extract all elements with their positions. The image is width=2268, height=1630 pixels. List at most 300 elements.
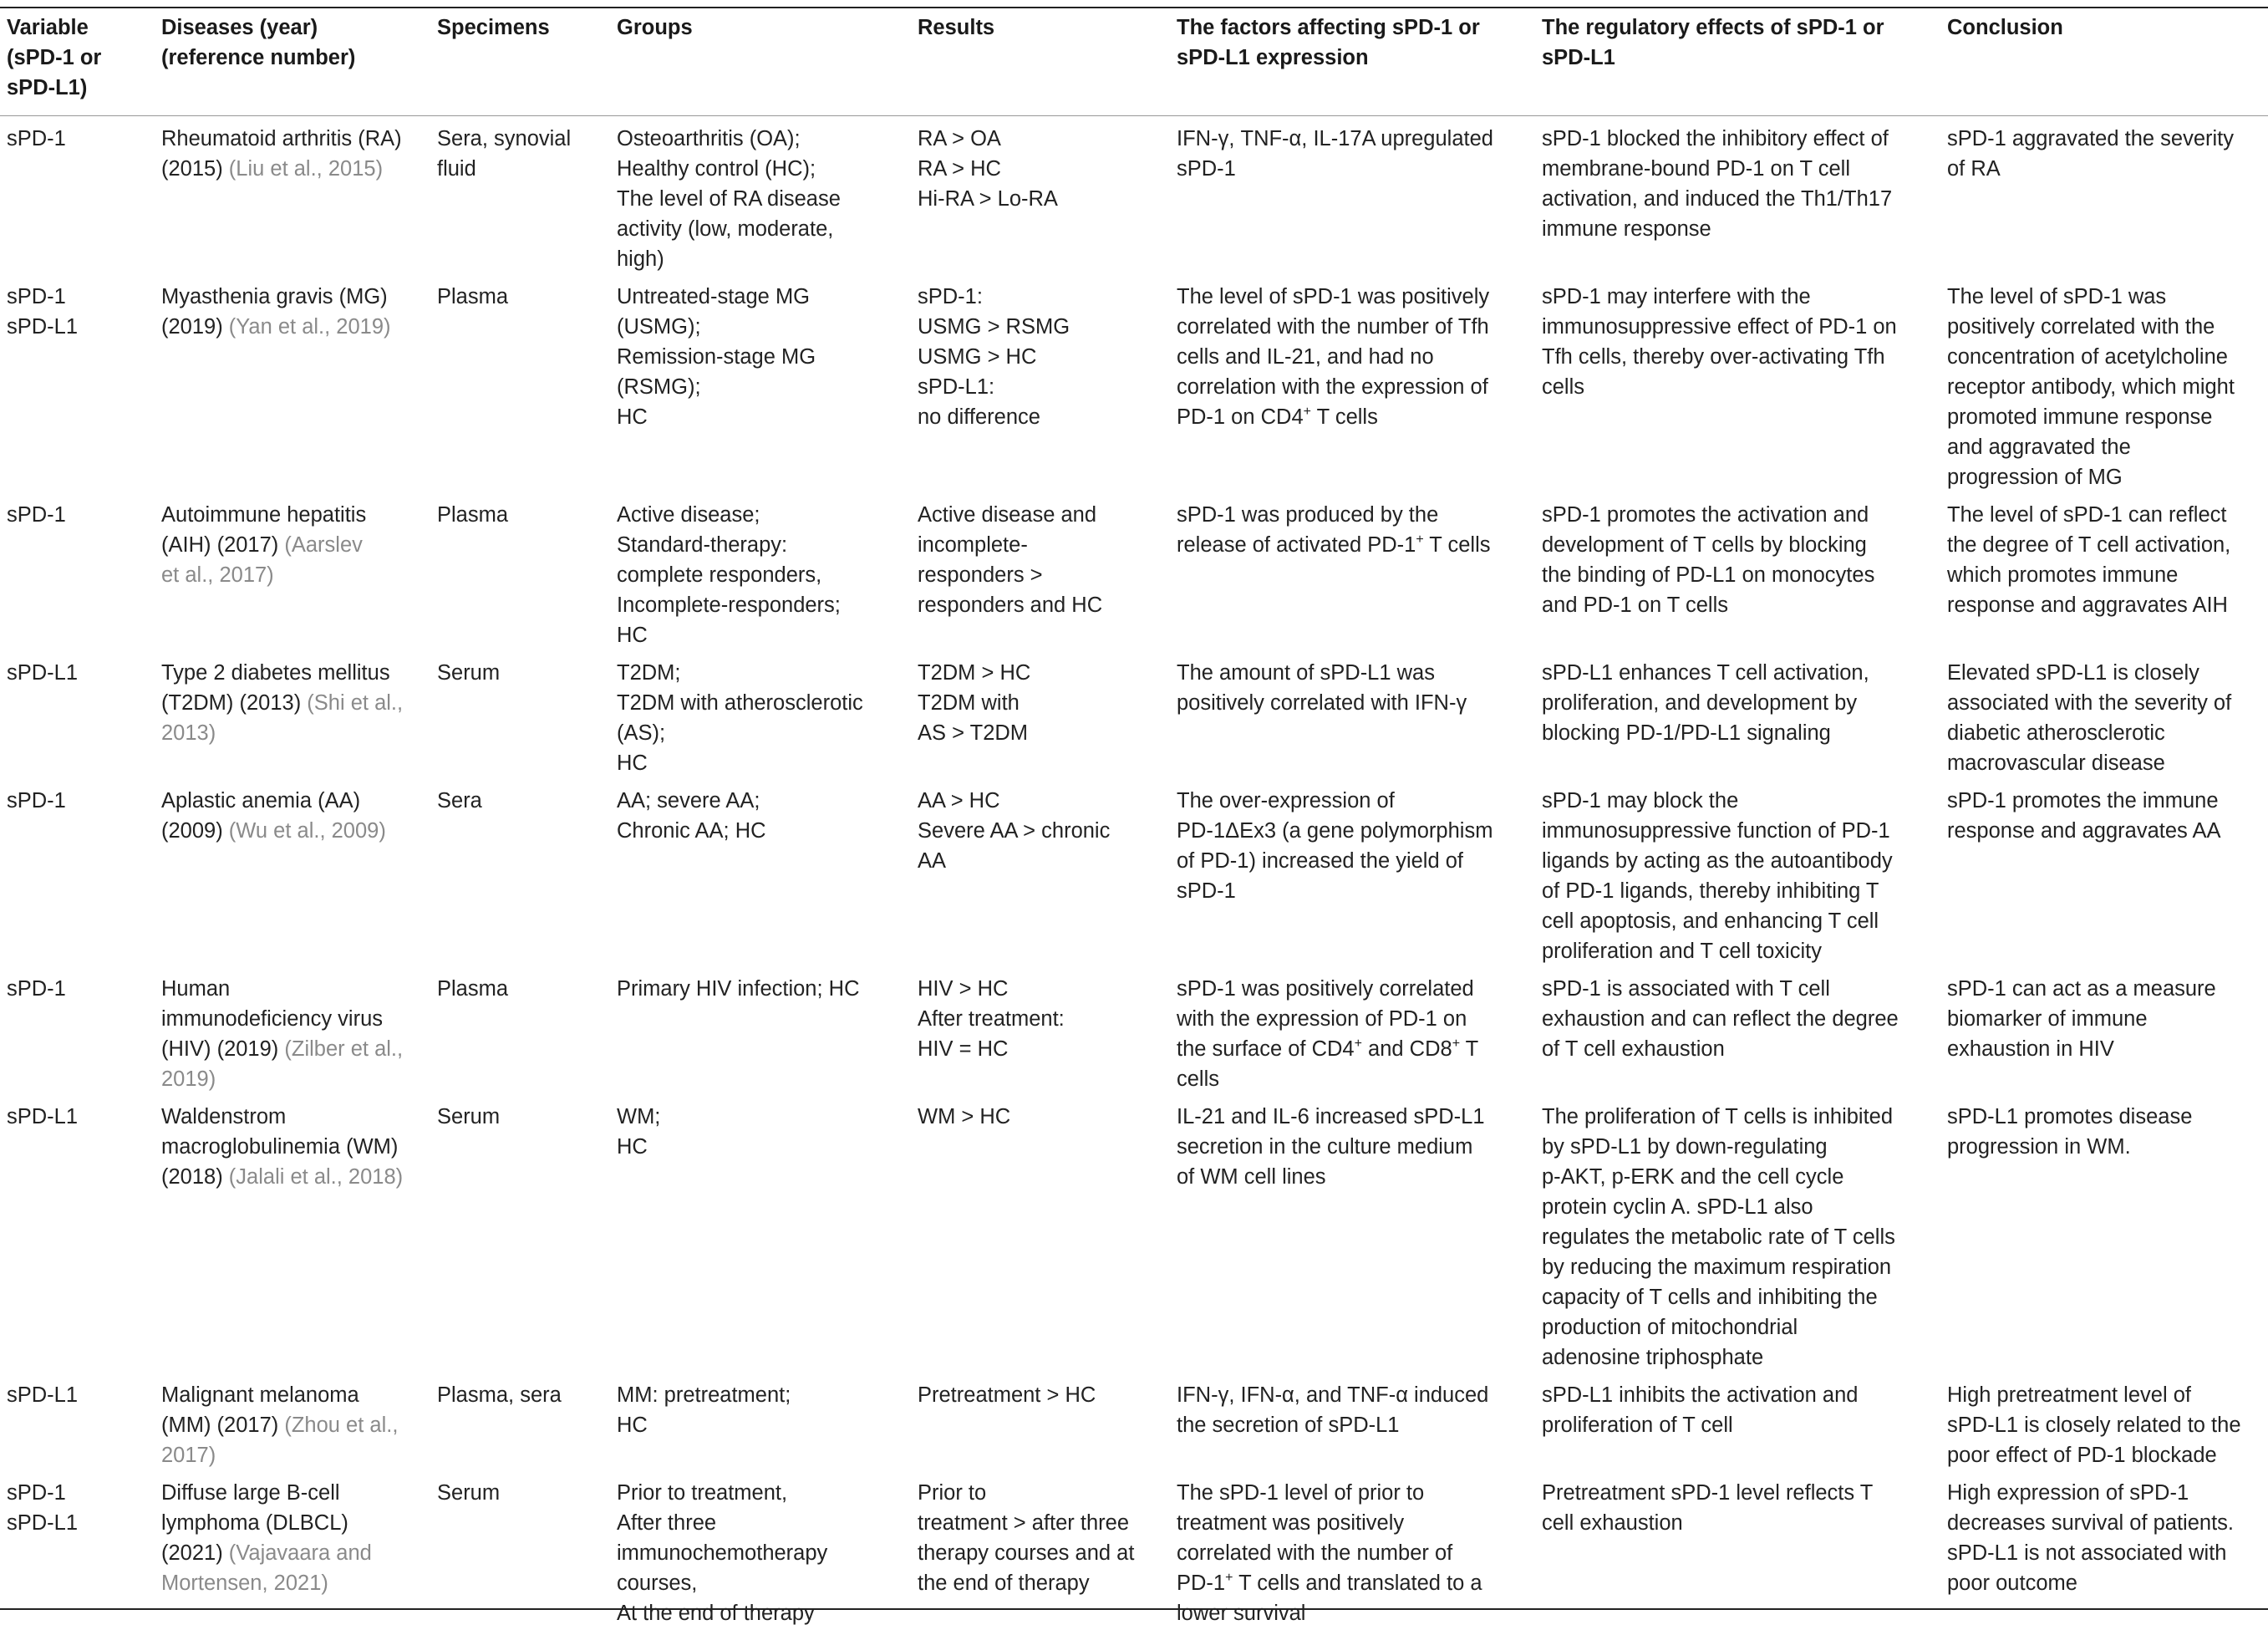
disease-text: Type 2 diabetes mellitus [161, 661, 390, 685]
disease-line [161, 560, 420, 590]
specimens-cell [430, 1096, 610, 1374]
results-cell [911, 1472, 1170, 1630]
header-line: Specimens [437, 16, 550, 39]
cell-line: sPD-L1 is closely related to the [1947, 1414, 2241, 1437]
header-line: sPD-L1 expression [1177, 46, 1369, 69]
results-cell [911, 494, 1170, 652]
disease-cell [155, 1472, 430, 1630]
cell-line: The level of sPD-1 was positively [1177, 285, 1490, 308]
variable-cell [0, 968, 155, 1096]
cell-line: Prior to [918, 1481, 987, 1505]
reference-link[interactable]: (Wu et al., 2009) [228, 819, 386, 843]
cell-line: T2DM with [918, 691, 1020, 715]
cell-line: AA > HC [918, 789, 1000, 812]
header-line: sPD-L1) [7, 76, 88, 99]
cell-line: diabetic atherosclerotic [1947, 721, 2165, 745]
factors-cell [1170, 276, 1535, 494]
cell-line: proliferation, and development by [1542, 691, 1858, 715]
disease-text: (AIH) (2017) [161, 533, 285, 557]
cell-line: poor effect of PD-1 blockade [1947, 1444, 2217, 1467]
cell-line: responders and HC [918, 593, 1103, 617]
cell-line: immunosuppressive effect of PD-1 on [1542, 315, 1897, 339]
header-line: Variable [7, 16, 89, 39]
effects-cell [1535, 494, 1940, 652]
disease-line [161, 1004, 420, 1034]
cell-line: immunochemotherapy [617, 1541, 828, 1565]
cell-line: sPD-1 may interfere with the [1542, 285, 1811, 308]
header-line: (reference number) [161, 46, 356, 69]
cell-line: incomplete- [918, 533, 1028, 557]
cell-line: Primary HIV infection; HC [617, 977, 860, 1001]
factors-cell [1170, 1096, 1535, 1374]
cell-line: sPD-1 was produced by the [1177, 503, 1439, 527]
cell-line: treatment was positively [1177, 1511, 1405, 1535]
cell-line: sPD-1 promotes the activation and [1542, 503, 1869, 527]
results-cell [911, 118, 1170, 276]
cell-line: cells [1177, 1067, 1220, 1091]
disease-text: (T2DM) (2013) [161, 691, 308, 715]
cell-line: PD-1+ T cells and translated to a [1177, 1571, 1482, 1595]
cell-line: sPD-1 blocked the inhibitory effect of [1542, 127, 1889, 150]
cell-line: correlated with the number of [1177, 1541, 1453, 1565]
results-cell [911, 1374, 1170, 1472]
cell-line: of RA [1947, 157, 2001, 181]
cell-line: sPD-1: [918, 285, 983, 308]
cell-line: sPD-1 [1177, 157, 1236, 181]
cell-line: cell apoptosis, and enhancing T cell [1542, 909, 1879, 933]
cell-line: At the end of therapy [617, 1602, 815, 1625]
disease-line [161, 124, 420, 154]
cell-line: sPD-L1 [7, 1383, 79, 1407]
header-line: The regulatory effects of sPD-1 or [1542, 16, 1884, 39]
reference-link[interactable]: (Jalali et al., 2018) [228, 1165, 404, 1189]
disease-text: lymphoma (DLBCL) [161, 1511, 348, 1535]
cell-line: of PD-1) increased the yield of [1177, 849, 1464, 873]
cell-line: Hi-RA > Lo-RA [918, 187, 1058, 211]
cell-line: sPD-1 promotes the immune [1947, 789, 2219, 812]
disease-line [161, 816, 420, 846]
cell-line: sPD-1 may block the [1542, 789, 1739, 812]
specimens-cell [430, 652, 610, 780]
cell-line: progression in WM. [1947, 1135, 2131, 1159]
disease-line [161, 312, 420, 342]
cell-line: proliferation of T cell [1542, 1414, 1733, 1437]
results-cell [911, 652, 1170, 780]
cell-line: Incomplete-responders; [617, 593, 841, 617]
cell-line: the degree of T cell activation, [1947, 533, 2231, 557]
disease-text: (2018) [161, 1165, 229, 1189]
cell-line: (AS); [617, 721, 666, 745]
cell-line: T2DM; [617, 661, 681, 685]
cell-line: sPD-1 [7, 977, 66, 1001]
cell-line: concentration of acetylcholine [1947, 345, 2228, 369]
cell-line: Pretreatment sPD-1 level reflects T [1542, 1481, 1874, 1505]
cell-line: Healthy control (HC); [617, 157, 816, 181]
cell-line: AA; severe AA; [617, 789, 760, 812]
header-variable [0, 10, 155, 118]
header-groups [610, 10, 911, 118]
cell-line: HC [617, 405, 648, 429]
table-row [0, 1096, 2268, 1374]
cell-line: cells [1542, 375, 1585, 399]
conclusion-cell [1940, 494, 2268, 652]
cell-line: high) [617, 247, 664, 271]
table-row [0, 1472, 2268, 1630]
cell-line: The level of sPD-1 can reflect [1947, 503, 2227, 527]
factors-cell [1170, 494, 1535, 652]
cell-line: positively correlated with the [1947, 315, 2215, 339]
cell-line: protein cyclin A. sPD-L1 also [1542, 1195, 1813, 1219]
cell-line: capacity of T cells and inhibiting the [1542, 1286, 1878, 1309]
cell-line: lower survival [1177, 1602, 1306, 1625]
cell-line: sPD-1 [1177, 879, 1236, 903]
disease-cell [155, 1374, 430, 1472]
cell-line: exhaustion in HIV [1947, 1037, 2114, 1061]
header-line: (sPD-1 or [7, 46, 102, 69]
cell-line: Plasma [437, 977, 509, 1001]
cell-line: sPD-L1 is not associated with [1947, 1541, 2227, 1565]
reference-link[interactable]: 2013) [161, 721, 216, 745]
conclusion-cell [1940, 780, 2268, 968]
cell-line: (RSMG); [617, 375, 701, 399]
cell-line: Sera, synovial [437, 127, 572, 150]
variable-cell [0, 1096, 155, 1374]
cell-line: The level of sPD-1 was [1947, 285, 2167, 308]
factors-cell [1170, 968, 1535, 1096]
reference-link[interactable]: 2017) [161, 1444, 216, 1467]
groups-cell [610, 118, 911, 276]
cell-line: associated with the severity of [1947, 691, 2232, 715]
cell-line: sPD-L1 [7, 315, 79, 339]
disease-line [161, 530, 420, 560]
effects-cell [1535, 1096, 1940, 1374]
cell-line: regulates the metabolic rate of T cells [1542, 1225, 1895, 1249]
disease-text: (2015) [161, 157, 229, 181]
conclusion-cell [1940, 1096, 2268, 1374]
specimens-cell [430, 780, 610, 968]
cell-line: HC [617, 1135, 648, 1159]
disease-text: Autoimmune hepatitis [161, 503, 367, 527]
cell-line: Serum [437, 661, 501, 685]
disease-line [161, 1410, 420, 1440]
conclusion-cell [1940, 1472, 2268, 1630]
header-factors [1170, 10, 1535, 118]
factors-cell [1170, 1374, 1535, 1472]
disease-text: Diffuse large B-cell [161, 1481, 340, 1505]
disease-line [161, 1508, 420, 1538]
disease-text: Aplastic anemia (AA) [161, 789, 361, 812]
disease-text: Myasthenia gravis (MG) [161, 285, 388, 308]
variable-cell [0, 494, 155, 652]
groups-cell [610, 1472, 911, 1630]
cell-line: of T cell exhaustion [1542, 1037, 1725, 1061]
cell-line: fluid [437, 157, 476, 181]
header-line: Groups [617, 16, 693, 39]
table-body [0, 118, 2268, 1630]
header-conclusion [1940, 10, 2268, 118]
cell-line: proliferation and T cell toxicity [1542, 940, 1822, 963]
disease-line [161, 1538, 420, 1568]
cell-line: After treatment: [918, 1007, 1065, 1031]
cell-line: no difference [918, 405, 1040, 429]
cell-line: Active disease and [918, 503, 1097, 527]
table-row [0, 276, 2268, 494]
cell-line: immunosuppressive function of PD-1 [1542, 819, 1890, 843]
variable-cell [0, 652, 155, 780]
reference-link[interactable]: (Zilber et al., [284, 1037, 404, 1061]
results-cell [911, 276, 1170, 494]
reference-link[interactable]: (Shi et al., [307, 691, 404, 715]
disease-text: macroglobulinemia (WM) [161, 1135, 399, 1159]
data-table [0, 10, 2268, 1630]
variable-cell [0, 1472, 155, 1630]
cell-line: adenosine triphosphate [1542, 1346, 1764, 1369]
disease-text: Human [161, 977, 231, 1001]
cell-line: Prior to treatment, [617, 1481, 788, 1505]
disease-line [161, 1568, 420, 1598]
cell-line: Elevated sPD-L1 is closely [1947, 661, 2199, 685]
specimens-cell [430, 276, 610, 494]
disease-cell [155, 968, 430, 1096]
cell-line: sPD-L1 [7, 1105, 79, 1128]
cell-line: progression of MG [1947, 466, 2123, 489]
cell-line: The level of RA disease [617, 187, 841, 211]
disease-line [161, 282, 420, 312]
cell-line: sPD-1 [7, 789, 66, 812]
cell-line: and PD-1 on T cells [1542, 593, 1729, 617]
results-cell [911, 780, 1170, 968]
cell-line: membrane-bound PD-1 on T cell [1542, 157, 1851, 181]
cell-line: which promotes immune [1947, 563, 2179, 587]
cell-line: MM: pretreatment; [617, 1383, 791, 1407]
cell-line: p-AKT, p-ERK and the cell cycle [1542, 1165, 1844, 1189]
cell-line: production of mitochondrial [1542, 1316, 1798, 1339]
header-line: Diseases (year) [161, 16, 318, 39]
disease-line [161, 1034, 420, 1064]
cell-line: activity (low, moderate, [617, 217, 834, 241]
cell-line: treatment > after three [918, 1511, 1130, 1535]
specimens-cell [430, 1472, 610, 1630]
factors-cell [1170, 1472, 1535, 1630]
cell-line: sPD-L1 inhibits the activation and [1542, 1383, 1859, 1407]
groups-cell [610, 494, 911, 652]
disease-line [161, 688, 420, 718]
cell-line: Serum [437, 1481, 501, 1505]
cell-line: sPD-L1: [918, 375, 995, 399]
cell-line: AA [918, 849, 947, 873]
cell-line: of PD-1 ligands, thereby inhibiting T [1542, 879, 1879, 903]
cell-line: HIV > HC [918, 977, 1009, 1001]
cell-line: High pretreatment level of [1947, 1383, 2191, 1407]
cell-line: IFN-γ, IFN-α, and TNF-α induced [1177, 1383, 1489, 1407]
factors-cell [1170, 118, 1535, 276]
cell-line: sPD-L1 [7, 661, 79, 685]
cell-line: therapy courses and at [918, 1541, 1135, 1565]
cell-line: The proliferation of T cells is inhibited [1542, 1105, 1894, 1128]
cell-line: IL-21 and IL-6 increased sPD-L1 [1177, 1105, 1485, 1128]
cell-line: activation, and induced the Th1/Th17 [1542, 187, 1893, 211]
disease-line [161, 154, 420, 184]
disease-line [161, 658, 420, 688]
reference-link[interactable]: Mortensen, 2021) [161, 1571, 328, 1595]
disease-text: (2021) [161, 1541, 229, 1565]
table-row [0, 1374, 2268, 1472]
cell-line: decreases survival of patients. [1947, 1511, 2235, 1535]
results-cell [911, 968, 1170, 1096]
variable-cell [0, 780, 155, 968]
disease-line [161, 1132, 420, 1162]
cell-line: HIV = HC [918, 1037, 1009, 1061]
groups-cell [610, 1374, 911, 1472]
table-row [0, 494, 2268, 652]
cell-line: AS > T2DM [918, 721, 1029, 745]
cell-line: sPD-1 [7, 127, 66, 150]
reference-link[interactable]: (Zhou et al., [284, 1414, 399, 1437]
disease-cell [155, 780, 430, 968]
header-specimens [430, 10, 610, 118]
cell-line: HC [617, 624, 648, 647]
header-line: Conclusion [1947, 16, 2063, 39]
cell-line: correlated with the number of Tfh [1177, 315, 1489, 339]
disease-text: Waldenstrom [161, 1105, 287, 1128]
table-row [0, 968, 2268, 1096]
disease-text: (MM) (2017) [161, 1414, 285, 1437]
table-header-row [0, 10, 2268, 118]
factors-cell [1170, 652, 1535, 780]
cell-line: by reducing the maximum respiration [1542, 1256, 1892, 1279]
cell-line: the binding of PD-L1 on monocytes [1542, 563, 1875, 587]
table-row [0, 780, 2268, 968]
cell-line: cell exhaustion [1542, 1511, 1683, 1535]
variable-cell [0, 1374, 155, 1472]
cell-line: responders > [918, 563, 1043, 587]
header-disease [155, 10, 430, 118]
cell-line: ligands by acting as the autoantibody [1542, 849, 1893, 873]
cell-line: positively correlated with IFN-γ [1177, 691, 1467, 715]
effects-cell [1535, 118, 1940, 276]
cell-line: sPD-1 [7, 503, 66, 527]
cell-line: IFN-γ, TNF-α, IL-17A upregulated [1177, 127, 1493, 150]
cell-line: Serum [437, 1105, 501, 1128]
cell-line: sPD-1 can act as a measure [1947, 977, 2216, 1001]
cell-line: exhaustion and can reflect the degree [1542, 1007, 1899, 1031]
effects-cell [1535, 968, 1940, 1096]
specimens-cell [430, 494, 610, 652]
cell-line: sPD-1 [7, 285, 66, 308]
disease-text: Malignant melanoma [161, 1383, 359, 1407]
reference-link[interactable]: (Vajavaara and [228, 1541, 372, 1565]
cell-line: HC [617, 751, 648, 775]
groups-cell [610, 968, 911, 1096]
cell-line: USMG > HC [918, 345, 1037, 369]
factors-cell [1170, 780, 1535, 968]
cell-line: PD-1ΔEx3 (a gene polymorphism [1177, 819, 1493, 843]
cell-line: Tfh cells, thereby over-activating Tfh [1542, 345, 1885, 369]
cell-line: complete responders, [617, 563, 822, 587]
disease-cell [155, 1096, 430, 1374]
cell-line: sPD-1 was positively correlated [1177, 977, 1474, 1001]
cell-line: USMG > RSMG [918, 315, 1070, 339]
cell-line: Plasma [437, 503, 509, 527]
specimens-cell [430, 968, 610, 1096]
cell-line: Pretreatment > HC [918, 1383, 1096, 1407]
conclusion-cell [1940, 652, 2268, 780]
conclusion-cell [1940, 118, 2268, 276]
cell-line: sPD-1 is associated with T cell [1542, 977, 1830, 1001]
disease-line [161, 718, 420, 748]
disease-line [161, 1102, 420, 1132]
cell-line: Standard-therapy: [617, 533, 788, 557]
cell-line: WM > HC [918, 1105, 1011, 1128]
disease-text: (HIV) (2019) [161, 1037, 285, 1061]
disease-cell [155, 494, 430, 652]
cell-line: sPD-L1 promotes disease [1947, 1105, 2193, 1128]
results-cell [911, 1096, 1170, 1374]
cell-line: Chronic AA; HC [617, 819, 766, 843]
cell-line: Active disease; [617, 503, 760, 527]
effects-cell [1535, 780, 1940, 968]
disease-cell [155, 118, 430, 276]
cell-line: correlation with the expression of [1177, 375, 1488, 399]
cell-line: development of T cells by blocking [1542, 533, 1867, 557]
cell-line: Severe AA > chronic [918, 819, 1111, 843]
cell-line: release of activated PD-1+ T cells [1177, 532, 1491, 557]
cell-line: sPD-L1 [7, 1511, 79, 1535]
cell-line: High expression of sPD-1 [1947, 1481, 2189, 1505]
variable-cell [0, 118, 155, 276]
groups-cell [610, 652, 911, 780]
cell-line: the surface of CD4+ and CD8+ T [1177, 1037, 1479, 1061]
cell-line: and aggravated the [1947, 436, 2131, 459]
cell-line: macrovascular disease [1947, 751, 2165, 775]
table-row [0, 652, 2268, 780]
reference-link[interactable]: (Liu et al., 2015) [228, 157, 384, 181]
cell-line: The over-expression of [1177, 789, 1395, 812]
cell-line: with the expression of PD-1 on [1177, 1007, 1467, 1031]
cell-line: sPD-1 aggravated the severity [1947, 127, 2235, 150]
reference-link[interactable]: (Aarslev [284, 533, 363, 557]
cell-line: receptor antibody, which might [1947, 375, 2235, 399]
specimens-cell [430, 118, 610, 276]
cell-line: Plasma, sera [437, 1383, 562, 1407]
disease-text: (2009) [161, 819, 229, 843]
effects-cell [1535, 276, 1940, 494]
disease-line [161, 500, 420, 530]
disease-text: (2019) [161, 315, 229, 339]
cell-line: the end of therapy [918, 1571, 1090, 1595]
disease-line [161, 1380, 420, 1410]
reference-link[interactable]: (Yan et al., 2019) [228, 315, 391, 339]
cell-line: biomarker of immune [1947, 1007, 2148, 1031]
cell-line: the secretion of sPD-L1 [1177, 1414, 1400, 1437]
cell-line: T2DM > HC [918, 661, 1031, 685]
disease-text: immunodeficiency virus [161, 1007, 384, 1031]
groups-cell [610, 276, 911, 494]
cell-line: cells and IL-21, and had no [1177, 345, 1434, 369]
cell-line: secretion in the culture medium [1177, 1135, 1473, 1159]
cell-line: by sPD-L1 by down-regulating [1542, 1135, 1828, 1159]
cell-line: (USMG); [617, 315, 701, 339]
conclusion-cell [1940, 276, 2268, 494]
reference-link[interactable]: et al., 2017) [161, 563, 274, 587]
reference-link[interactable]: 2019) [161, 1067, 216, 1091]
disease-line [161, 974, 420, 1004]
header-line: sPD-L1 [1542, 46, 1615, 69]
cell-line: poor outcome [1947, 1571, 2077, 1595]
disease-line [161, 1478, 420, 1508]
header-effects [1535, 10, 1940, 118]
header-line: Results [918, 16, 995, 39]
